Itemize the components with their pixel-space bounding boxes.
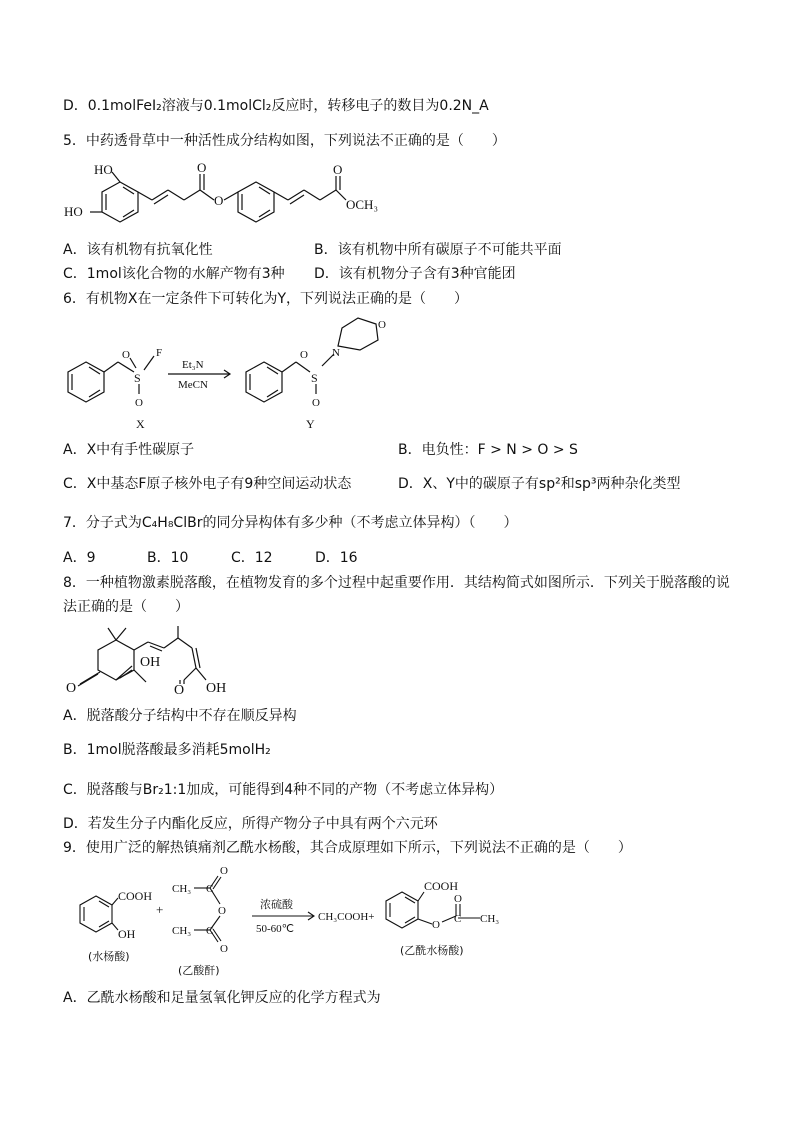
q9-option-a: A．乙酰水杨酸和足量氢氧化钾反应的化学方程式为 [63, 990, 381, 1006]
q6-option-b: B．电负性：F > N > O > S [398, 442, 578, 458]
q9-label-ch3-top: CH₃ [172, 883, 192, 895]
q6-option-c: C．X中基态F原子核外电子有9种空间运动状态 [63, 476, 352, 492]
q8-option-c: C．脱落酸与Br₂1:1加成，可能得到4种不同的产物（不考虑立体异构） [63, 782, 504, 798]
q6-label-s2: S [311, 371, 318, 385]
q6-label-f: F [156, 347, 163, 359]
q9-label-salicylic: (水杨酸) [88, 950, 130, 963]
q7-option-c: C．12 [231, 550, 273, 566]
q8-stem-line2: 法正确的是（ ） [63, 599, 189, 615]
q5-label-ho-top: HO [94, 162, 113, 177]
q5-structure-figure [60, 160, 400, 230]
q6-label-reagent-bottom: MeCN [178, 379, 208, 391]
q9-label-o-top: O [220, 865, 228, 877]
q6-label-o1b: O [135, 397, 143, 409]
q9-label-c-top: C [206, 883, 214, 895]
q5-label-och3: OCH₃ [346, 197, 378, 212]
q9-label-acetic-acid: CH₃COOH+ [318, 911, 375, 923]
q5-label-o-ester: O [214, 193, 224, 208]
q9-label-c-bot: C [206, 925, 214, 937]
q6-option-d: D．X、Y中的碳原子有sp²和sp³两种杂化类型 [398, 476, 681, 492]
q9-stem: 9．使用广泛的解热镇痛剂乙酰水杨酸，其合成原理如下所示，下列说法不正确的是（ ） [63, 840, 632, 856]
q6-label-reagent-top: Et₃N [182, 359, 204, 371]
q5-option-c: C．1mol该化合物的水解产物有3种 [63, 266, 285, 282]
q6-label-s1: S [134, 371, 141, 385]
q8-label-o-acid: O [174, 683, 185, 698]
q6-label-x: X [136, 417, 145, 431]
q9-label-oh1: OH [118, 927, 136, 941]
q9-label-cooh1: COOH [118, 889, 153, 903]
q8-structure-figure [60, 622, 260, 698]
q7-option-b: B．10 [147, 550, 189, 566]
q9-label-o-bot: O [220, 943, 228, 955]
q5-label-o-carbonyl1: O [197, 160, 207, 175]
q5-option-b: B．该有机物中所有碳原子不可能共平面 [314, 242, 562, 258]
q8-stem-line1: 8．一种植物激素脱落酸，在植物发育的多个过程中起重要作用．其结构简式如图所示．下列关于脱落酸的说 [63, 575, 730, 591]
q6-label-o2b: O [312, 397, 320, 409]
q9-label-cond-top: 浓硫酸 [260, 898, 293, 911]
q5-option-d: D．该有机物分子含有3种官能团 [314, 266, 516, 282]
q5-stem: 5．中药透骨草中一种活性成分结构如图，下列说法不正确的是（ ） [63, 133, 506, 149]
q8-option-a: A．脱落酸分子结构中不存在顺反异构 [63, 708, 297, 724]
q6-label-n: N [332, 347, 340, 359]
q5-label-o-carbonyl2: O [333, 162, 343, 177]
q9-label-aspirin: (乙酰水杨酸) [400, 944, 464, 957]
q5-label-ho-left: HO [64, 204, 83, 219]
q9-label-o-link: O [432, 919, 440, 931]
q4-option-d: D．0.1molFeI₂溶液与0.1molCl₂反应时，转移电子的数目为0.2N_A [63, 98, 489, 114]
q8-label-o-keto: O [66, 681, 77, 696]
q6-label-o2a: O [300, 349, 308, 361]
q8-option-d: D．若发生分子内酯化反应，所得产物分子中具有两个六元环 [63, 816, 438, 832]
q9-label-o-acyl: O [454, 893, 462, 905]
q6-label-o-ring: O [378, 319, 386, 331]
q9-label-cond-bottom: 50-60℃ [256, 923, 295, 935]
q6-stem: 6．有机物X在一定条件下可转化为Y，下列说法正确的是（ ） [63, 291, 469, 307]
q8-label-oh: OH [140, 655, 161, 670]
q7-option-a: A．9 [63, 550, 96, 566]
q6-label-y: Y [306, 417, 315, 431]
q7-stem: 7．分子式为C₄H₈ClBr的同分异构体有多少种（不考虑立体异构）（ ） [63, 515, 518, 531]
q9-label-c-acyl: C [454, 913, 462, 925]
q8-option-b: B．1mol脱落酸最多消耗5molH₂ [63, 742, 271, 758]
q9-label-o-mid: O [218, 905, 226, 917]
q9-reaction-figure [60, 862, 530, 980]
q5-option-a: A．该有机物有抗氧化性 [63, 242, 213, 258]
q9-label-plus: + [156, 902, 164, 917]
q6-label-o1a: O [122, 349, 130, 361]
q7-option-d: D．16 [315, 550, 358, 566]
q9-label-ch3-bot: CH₃ [172, 925, 192, 937]
q6-reaction-figure [60, 310, 460, 435]
q8-label-cooh-oh: OH [206, 681, 227, 696]
q9-label-ch3-acyl: CH₃ [480, 913, 500, 925]
q6-option-a: A．X中有手性碳原子 [63, 442, 195, 458]
q9-label-anhydride: (乙酸酐) [178, 964, 220, 977]
q9-label-cooh2: COOH [424, 879, 459, 893]
